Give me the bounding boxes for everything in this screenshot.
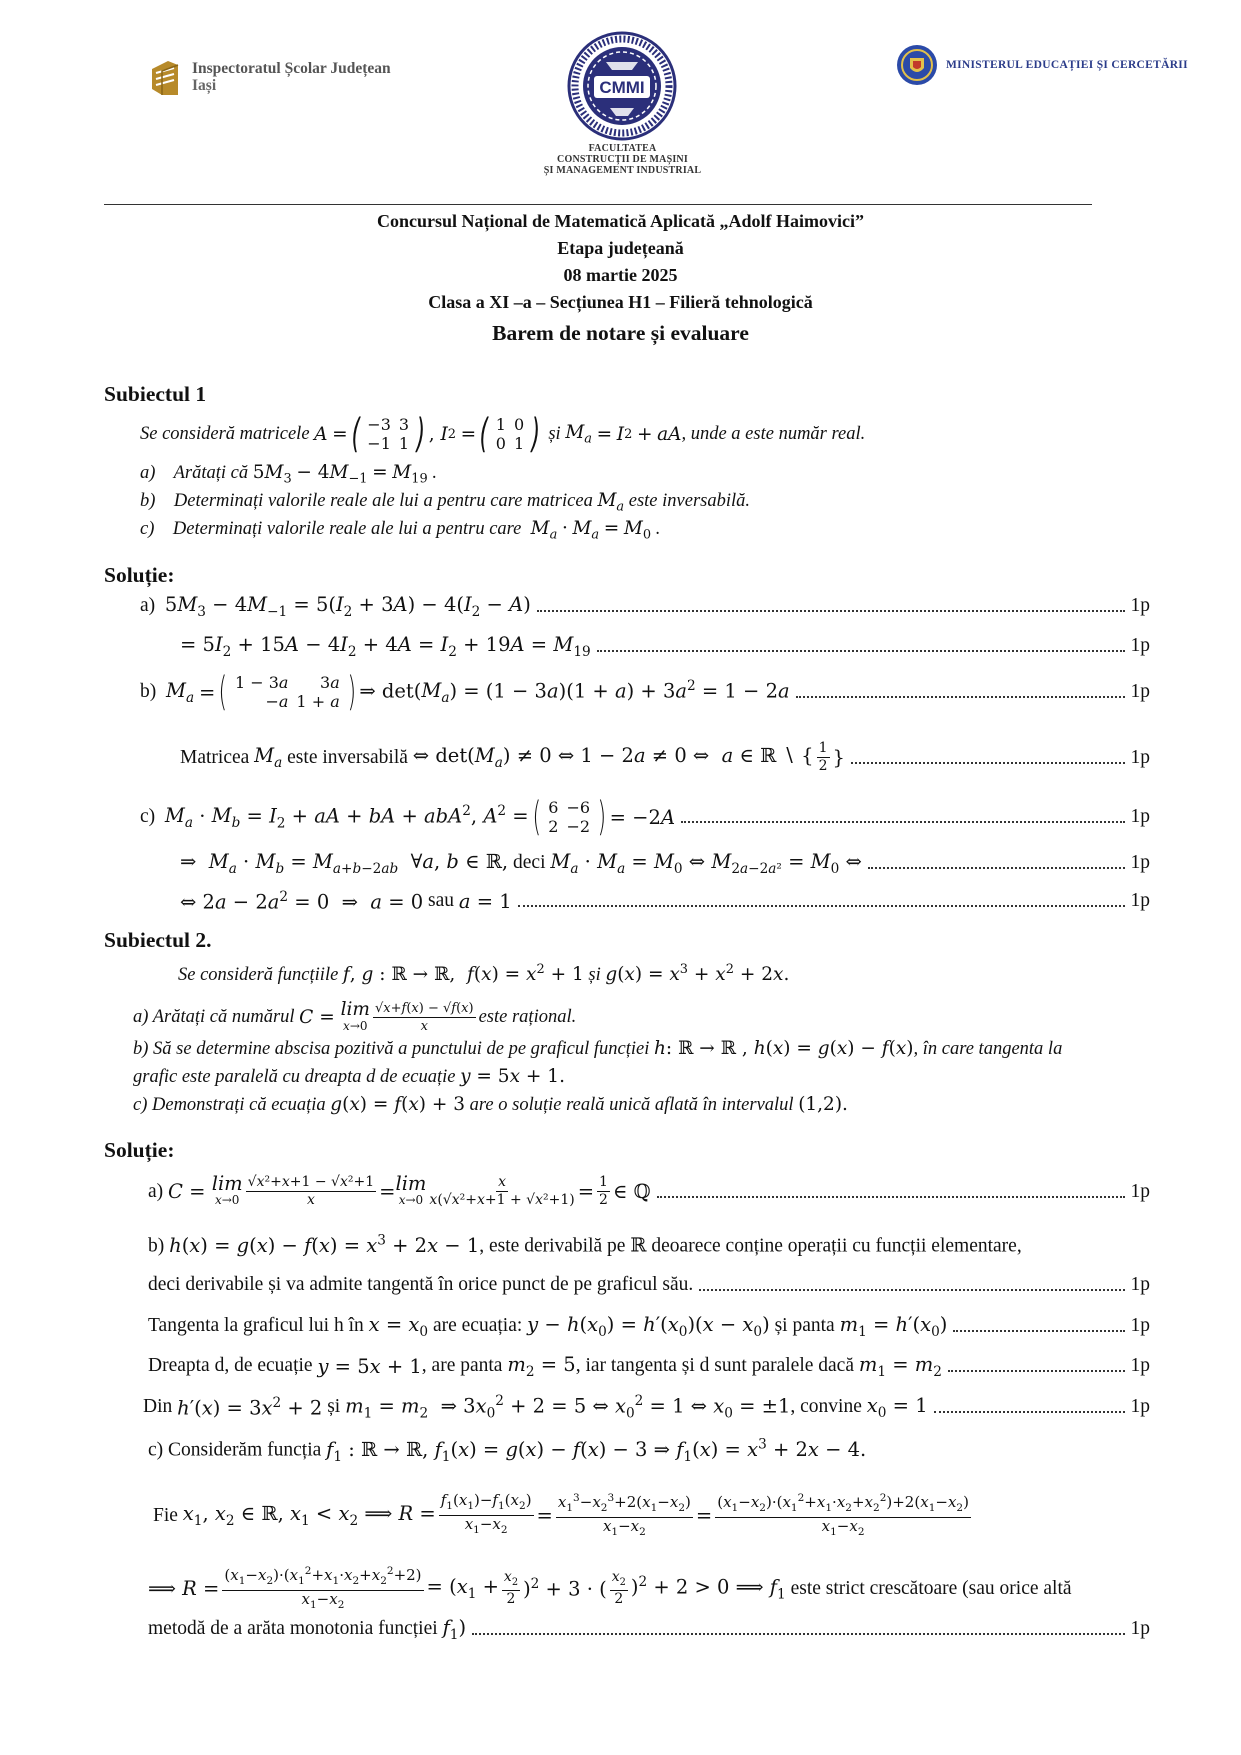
point-value: 1p <box>1130 1618 1150 1640</box>
s2-answer-c-line1: c) Considerăm funcția $f_1$ : ℝ → ℝ, $f_1(x) = g(x) - f(x) - 3$ ⇒ $f_1(x) = x^3 + 2x - 4$. <box>148 1436 867 1465</box>
s2-rc2-text: Fie <box>153 1504 178 1526</box>
title-block <box>0 208 1241 349</box>
contest-title: Concursul Național de Matematică Aplicată „Adolf Haimovici” <box>377 211 864 231</box>
s2-answer-c-line3: ⟹ R = $\frac{(x_1-x_2)\cdot(x_1^2+x_1\cdot x_2+x_2^2+2)}{x_1-x_2}$ = ($x_1$ + $\frac{x_2}{2}$ )$^2$ + 3 · ( $\frac{x_2}{2}$ )$^2$ + 2 > 0 ⟹ $f_1$ este strict crescătoare (sau orice altă <box>148 1565 1072 1611</box>
subject-2-heading: Subiectul 2. <box>104 928 212 952</box>
s1-rc-label: c) <box>140 806 156 827</box>
s1-rb-label: b) <box>140 681 157 702</box>
document-title: Barem de notare și evaluare <box>492 321 749 345</box>
s2-answer-b-line4: Dreapta d, de ecuație y = 5x + 1 , are panta $m_2 = 5$ , iar tangenta și d sunt paralele dacă $m_1 = m_2$ 1p <box>148 1353 1150 1380</box>
s2-rb3-text: Tangenta la graficul lui h în <box>148 1315 364 1337</box>
s1-question-b: b) Determinați valorile reale ale lui a pentru care matricea $M_a$ este inversabilă. <box>140 490 751 515</box>
s2-rb1-tail: , este derivabilă pe ℝ deoarece conține operații cu funcții elementare, <box>479 1235 1022 1257</box>
s1-qb-text: Determinați valorile reale ale lui a pentru care matricea <box>173 491 593 511</box>
s2-question-b-line1: b) Să se determine abscisa pozitivă a punctului de pe graficul funcției h: ℝ → ℝ , h(x) = g(x) − f(x), în care tangenta la <box>133 1038 1063 1059</box>
s2-rb3-tail: și panta <box>774 1315 835 1337</box>
subject-1-heading: Subiectul 1 <box>104 382 207 406</box>
s1-intro-tail: , unde a este număr real. <box>681 423 866 444</box>
s1-qc-text: Determinați valorile reale ale lui a pentru care <box>172 519 522 539</box>
faculty-line-2: CONSTRUCȚII DE MAȘINI <box>557 154 688 165</box>
point-value: 1p <box>1130 806 1150 827</box>
cmmi-seal-icon <box>566 30 678 142</box>
s1-ra-label: a) <box>140 595 156 617</box>
s1-qa-label: a) <box>140 463 156 483</box>
s2-ra-label: a) <box>148 1180 164 1202</box>
isj-text <box>192 60 391 94</box>
s2-intro-and: și <box>588 965 601 986</box>
s2-qc-text: c) Demonstrați că ecuația <box>133 1095 326 1115</box>
s1-qa-text: Arătați că <box>173 463 249 483</box>
point-value: 1p <box>1130 852 1150 874</box>
s2-question-b-line2: grafic este paralelă cu dreapta d de ecuație y = 5x + 1. <box>133 1066 565 1087</box>
s1-solution-heading: Soluție: <box>104 563 175 587</box>
s1-question-a: a) Arătați că $5M_3 - 4M_{-1} = M_{19}$ . <box>140 462 437 487</box>
s1-answer-c-line2: ⇒ $M_a \cdot M_b = M_{a+b-2ab}$ ∀a, b ∈ ℝ, deci $M_a \cdot M_a = M_0$ ⇔ $M_{2a-2a^2} = M_0$ ⇔ 1p <box>180 850 1150 877</box>
s2-rb5-text: Din <box>143 1396 173 1418</box>
point-value: 1p <box>1130 890 1150 912</box>
s2-rb5-and: și <box>327 1396 341 1418</box>
isj-name: Inspectoratul Școlar Județean <box>192 60 391 77</box>
ministry-logo <box>896 42 1206 88</box>
s2-qb1-text: b) Să se determine abscisa pozitivă a punctului de pe graficul funcției <box>133 1039 650 1059</box>
matrix-ma: ( 1 − 3a 3a −a 1 + a ) <box>218 669 356 715</box>
s2-intro-text: Se consideră funcțiile <box>178 965 339 986</box>
s2-rc1-text: c) Considerăm funcția <box>148 1439 322 1461</box>
s2-rb1-label: b) <box>148 1235 165 1257</box>
point-value: 1p <box>1130 1396 1150 1418</box>
point-value: 1p <box>1130 1315 1150 1337</box>
point-value: 1p <box>1130 746 1150 768</box>
s2-qa-text: a) Arătați că numărul <box>133 1007 295 1027</box>
matrix-i2: ( 1 0 0 1 ) <box>479 411 541 457</box>
s1-qc-label: c) <box>140 519 155 539</box>
faculty-caption <box>500 143 745 176</box>
s1-rb2-mid: este inversabilă <box>287 746 408 768</box>
s1-answer-b-line2: Matricea $M_a$ este inversabilă ⇔ $\det(M_a) \ne 0$ ⇔ 1 − 2a ≠ 0 ⇔ a ∈ ℝ ∖ { $\frac{1}{2}$ } 1p <box>180 740 1150 774</box>
isj-logo <box>148 52 448 102</box>
header-divider <box>104 204 1092 205</box>
s2-rc4-text: metodă de a arăta monotonia funcției <box>148 1618 438 1640</box>
matrix-a: ( −3 3 −1 1 ) <box>351 411 426 457</box>
point-value: 1p <box>1130 1180 1150 1202</box>
stage-title: Etapa județeană <box>557 238 684 258</box>
faculty-line-1: FACULTATEA <box>588 143 657 154</box>
s1-answer-c-line1: c) $M_a \cdot M_b = I_2$ + aA + bA + abA$^2$, $A^2$ = ( 6 −6 2 −2 ) = −2A 1p <box>140 794 1150 840</box>
s2-statement: Se consideră funcțiile f, g : ℝ → ℝ, $f(x) = x^2 + 1$ și $g(x) = x^3 + x^2 + 2x$. <box>178 962 790 986</box>
point-value: 1p <box>1130 1274 1150 1295</box>
s1-intro-text: Se consideră matricele <box>140 423 310 444</box>
s2-rb4-tail: , iar tangenta și d sunt paralele dacă <box>575 1355 854 1377</box>
s2-rb2-text: deci derivabile și va admite tangentă în orice punct de pe graficul său. <box>148 1274 694 1295</box>
isj-city: Iași <box>192 77 217 94</box>
s2-answer-b-line2 <box>148 1274 1150 1296</box>
s2-qa-tail: este rațional. <box>478 1007 577 1027</box>
s1-answer-b-line1: b) $M_a$ = ( 1 − 3a 3a −a 1 + a ) ⇒ $\det(M_a) = (1 - 3a)(1 + a) + 3a^2 = 1 - 2a$ 1p <box>140 669 1150 715</box>
s2-answer-b-line3: Tangenta la graficul lui h în $x = x_0$ are ecuația: $y - h(x_0) = h'(x_0)(x - x_0)$ și panta $m_1 = h'(x_0)$ 1p <box>148 1313 1150 1340</box>
s1-statement: Se consideră matricele A = ( −3 3 −1 1 ) , I 2 = ( 1 0 0 1 ) și $M_a$ = I 2 + aA , unde a este număr real. <box>140 411 866 457</box>
s2-rb4-text: Dreapta d, de ecuație <box>148 1355 313 1377</box>
s2-rb3-mid: are ecuația: <box>432 1315 523 1337</box>
isj-emblem-icon <box>148 55 182 99</box>
s1-answer-a-line1: a) $5M_3 - 4M_{-1} = 5(I_2 + 3A) - 4(I_2 - A)$ 1p <box>140 593 1150 620</box>
matrix-a-squared: ( 6 −6 2 −2 ) <box>532 794 607 840</box>
s2-rb5-conv: , convine <box>790 1396 862 1418</box>
ministry-name: MINISTERUL EDUCAȚIEI ȘI CERCETĂRII <box>946 59 1188 71</box>
s2-rc3-tail: este strict crescătoare (sau orice altă <box>790 1577 1072 1599</box>
s1-answer-c-line3: ⇔ $2a - 2a^2 = 0$ ⇒ a = 0 sau a = 1 1p <box>180 889 1150 914</box>
s2-qc-tail: are o soluție reală unică aflată în intervalul <box>469 1095 794 1115</box>
s1-rc2-deci: deci <box>513 852 546 874</box>
class-section: Clasa a XI –a – Secțiunea H1 – Filieră tehnologică <box>428 292 813 312</box>
s2-answer-c-line2: Fie $x_1$, $x_2$ ∈ ℝ, $x_1 < x_2$ ⟹ R = $\frac{f_1(x_1)-f_1(x_2)}{x_1-x_2}$ = $\frac{x_1^3-x_2^3+2(x_1-x_2)}{x_1-x_2}$ = $\frac{(x_1-x_2)\cdot(x_1^2+x_1\cdot x_2+x_2^2)+2(x_1-x_2)}{x_1-x_2}$ <box>153 1491 969 1538</box>
s2-answer-c-line4: metodă de a arăta monotonia funcției $f_1$) 1p <box>148 1616 1150 1643</box>
point-value: 1p <box>1130 635 1150 657</box>
s1-rc3-or: sau <box>428 890 455 912</box>
s2-solution-heading: Soluție: <box>104 1138 175 1162</box>
s2-qb1-tail: , în care tangenta la <box>913 1039 1063 1059</box>
s2-qb2-text: grafic este paralelă cu dreapta d de ecuație <box>133 1067 456 1087</box>
s2-answer-b-line1: b) $h(x) = g(x) - f(x) = x^3 + 2x - 1$, este derivabilă pe ℝ deoarece conține operații cu funcții elementare, <box>148 1232 1022 1257</box>
s1-rb2-text: Matricea <box>180 746 250 768</box>
point-value: 1p <box>1130 681 1150 702</box>
cmmi-label: CMMI <box>599 78 645 97</box>
point-value: 1p <box>1130 1355 1150 1377</box>
s2-answer-b-line5: Din $h'(x) = 3x^2 + 2$ și $m_1 = m_2$ ⇒ $3x_0^2 + 2 = 5$ ⇔ $x_0^2 = 1$ ⇔ $x_0 = \pm 1$ , convine $x_0 = 1$ 1p <box>143 1393 1150 1422</box>
s1-qb-tail: este inversabilă. <box>628 491 751 511</box>
point-value: 1p <box>1130 595 1150 617</box>
s1-intro-and: și <box>548 423 561 444</box>
s1-answer-a-line2: = $5I_2 + 15A - 4I_2 + 4A = I_2 + 19A = M_{19}$ 1p <box>180 633 1150 660</box>
ministry-coat-of-arms-icon <box>896 44 938 86</box>
s2-rb4-mid: , are panta <box>421 1355 503 1377</box>
s1-question-c: c) Determinați valorile reale ale lui a pentru care $M_a \cdot M_a = M_0$ . <box>140 518 661 543</box>
faculty-line-3: ȘI MANAGEMENT INDUSTRIAL <box>543 165 702 176</box>
s2-answer-a: a) C = lim x→0 $\frac{\text{√x²+x+1 − √x²+1}}{x}$ = lim x→0 $\frac{x}{\text{x(√x²+x+1 + √x²+1)}}$ = $\frac{1}{2}$ ∈ ℚ 1p <box>148 1171 1150 1208</box>
s1-qb-label: b) <box>140 491 156 511</box>
s2-question-a: a) Arătați că numărul C = lim x→0 $\frac{√x+f(x) - √f(x)}{x}$ este rațional. <box>133 998 577 1034</box>
contest-date: 08 martie 2025 <box>563 265 678 285</box>
s2-question-c: c) Demonstrați că ecuația g(x) = f(x) + 3 are o soluție reală unică aflată în intervalul (1,2). <box>133 1094 848 1115</box>
